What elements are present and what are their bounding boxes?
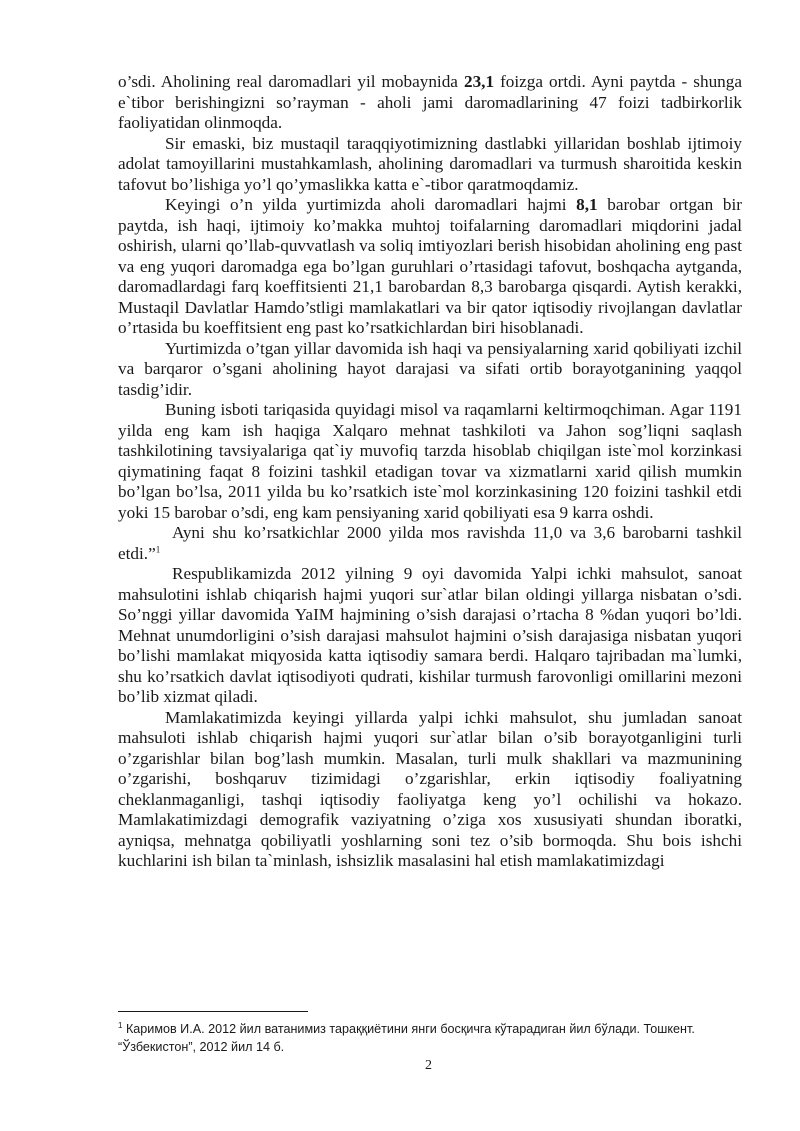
paragraph-4: Yurtimizda o’tgan yillar davomida ish haqi va pensiyalarning xarid qobiliyati izchil va barqaror o’sgani aholining hayot darajasi va sifati ortib borayotganining yaqqol tasdig’idir.: [118, 338, 742, 399]
bold-figure-8-1: 8,1: [576, 195, 598, 214]
footnote-text: Каримов И.А. 2012 йил ватанимиз тараққиётини янги босқичга кўтарадиган йил бўлади. Тошкент. “Ўзбекистон”, 2012 йил 14 б.: [118, 1022, 695, 1054]
paragraph-1-start: o’sdi. Aholining real daromadlari yil mobaynida: [118, 72, 464, 91]
paragraph-7: Respublikamizda 2012 yilning 9 oyi davomida Yalpi ichki mahsulot, sanoat mahsulotini ishlab chiqarish hajmi yuqori sur`atlar bilan oldingi yillarga nisbatan o’sdi. So’nggi yillar davomida YaIM hajmining o’sish darajasi o’rtacha 8 %dan yuqori bo’ldi. Mehnat unumdorligini o’sish darajasi mahsulot hajmini o’sish darajasiga nisbatan yuqori bo’lishi mamlakat miqyosida katta iqtisodiy samara berdi. Halqaro tajribadan ma`lumki, shu ko’rsatkich davlat iqtisodiyoti qudrati, kishilar turmush farovonligi omillarini mezoni bo’lib xizmat qiladi.: [118, 564, 742, 706]
footnote: [118, 1020, 742, 1056]
paragraph-3-rest: barobar ortgan bir paytda, ish haqi, ijtimoiy ko’makka muhtoj toifalarning daromadlari miqdorini jadal oshirish, ularni qo’llab-quvvatlash va soliq imtiyozlari berish hisobidan aholining eng past va eng yuqori daromadga ega bo’lgan guruhlari o’rtasidagi tafovut, boshqacha aytganda, daromadlardagi farq koeffitsienti 21,1 barobardan 8,3 barobarga qisqardi. Aytish kerakki, Mustaqil Davlatlar Hamdo’stligi mamlakatlari va bir qator iqtisodiy rivojlangan davlatlar o’rtasida bu koeffitsient eng past ko’rsatkichlardan biri hisoblanadi.: [118, 195, 742, 337]
paragraph-6-text: Ayni shu ko’rsatkichlar 2000 yilda mos ravishda 11,0 va 3,6 barobarni tashkil etdi.”: [118, 523, 742, 563]
paragraph-3-start: Keyingi o’n yilda yurtimizda aholi daromadlari hajmi: [165, 195, 577, 214]
paragraph-8: Mamlakatimizda keyingi yillarda yalpi ichki mahsulot, shu jumladan sanoat mahsuloti ishlab chiqarish hajmi yuqori sur`atlar bilan o’sib borayotganligini turli o’zgarishlar bilan bog’lash mumkin. Masalan, turli mulk shakllari va mazmunining o’zgarishi, boshqaruv tizimidagi o’zgarishlar, erkin iqtisodiy foaliyatning cheklanmaganligi, tashqi iqtisodiy faoliyatga keng yo’l ochilishi va hokazo. Mamlakatimizdagi demografik vaziyatning o’ziga xos xususiyati shundan iboratki, ayniqsa, mehnatga qobiliyatli yoshlarning soni tez o’sib bormoqda. Shu bois ishchi kuchlarini ish bilan ta`minlash, ishsizlik masalasini hal etish mamlakatimizdagi: [118, 707, 742, 870]
paragraph-1: [118, 72, 742, 134]
footnote-marker: 1: [118, 1020, 123, 1030]
paragraph-2: Sir emaski, biz mustaqil taraqqiyotimizning dastlabki yillaridan boshlab ijtimoiy adolat tamoyillarini mustahkamlash, aholining daromadlari va turmush sharoitida keskin tafovut bo’lishiga yo’l qo’ymaslikka katta e`-tibor qaratmoqdamiz.: [118, 133, 742, 194]
main-text: [118, 72, 742, 872]
page-number: 2: [425, 1058, 432, 1073]
footnote-reference[interactable]: 1: [155, 543, 161, 554]
paragraph-1-rest: foizga ortdi. Ayni paytda - shunga e`tibor berishingizni so’rayman - aholi jami daromadlarining 47 foizi tadbirkorlik faoliyatidan olinmoqda.: [118, 72, 742, 132]
footnote-separator: [118, 1011, 308, 1012]
paragraph-3: [118, 195, 742, 339]
bold-figure-23-1: 23,1: [463, 72, 495, 91]
paragraph-5: Buning isboti tariqasida quyidagi misol va raqamlarni keltirmoqchiman. Agar 1191 yilda eng kam ish haqiga Xalqaro mehnat tashkiloti va Jahon sog’liqni saqlash tashkilotining tavsiyalariga qat`iy muvofiq tarzda hisoblab chiqilgan iste`mol korzinkasi qiymatining faqat 8 foizini tashkil etadigan tovar va xizmatlarni xarid qilish mumkin bo’lgan bo’lsa, 2011 yilda bu ko’rsatkich iste`mol korzinkasining 120 foizini tashkil etdi yoki 15 barobar o’sdi, eng kam pensiyaning xarid qobiliyati esa 9 karra oshdi.: [118, 400, 742, 522]
paragraph-6: [118, 523, 742, 564]
